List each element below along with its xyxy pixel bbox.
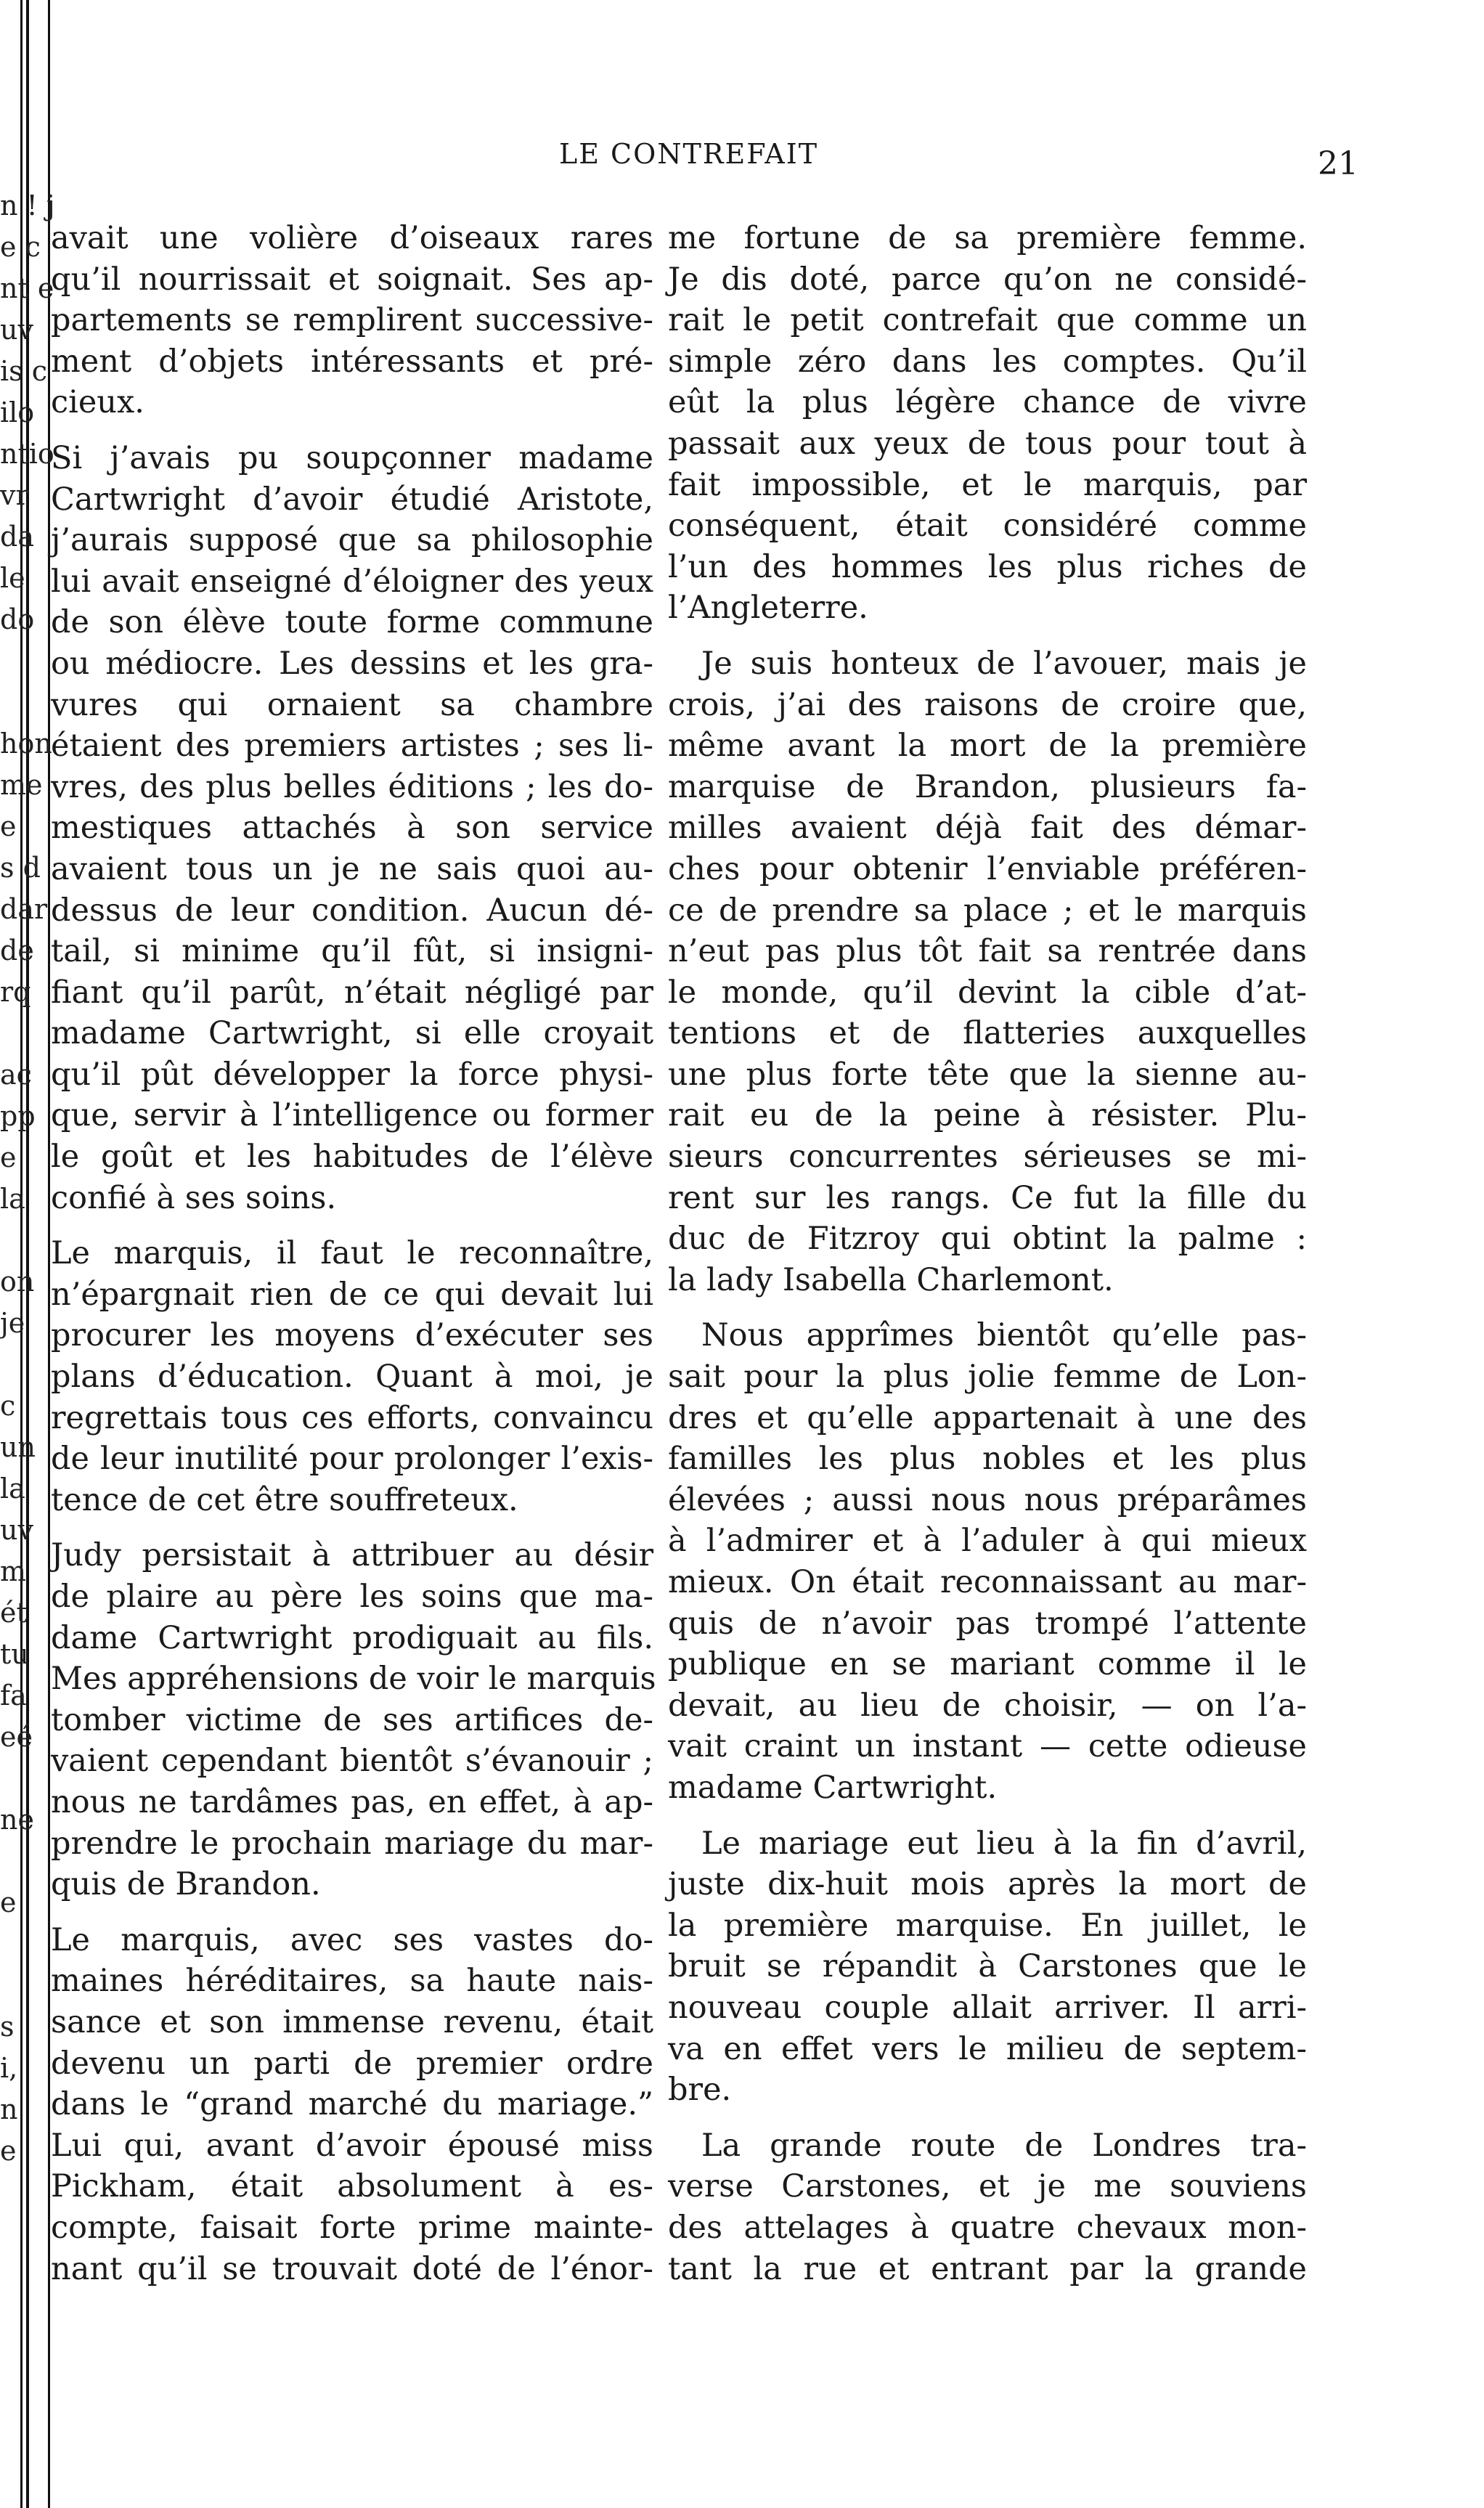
text-line: dame Cartwright prodiguait au fils. [51,1619,653,1656]
margin-fragment [0,1758,58,1799]
paragraph-gap [51,1905,653,1920]
text-line: le goût et les habitudes de l’élève [51,1139,653,1176]
right-column [668,218,1307,2289]
text-line: confié à ses soins. [51,1179,337,1216]
text-line: vres, des plus belles éditions ; les do- [51,768,653,805]
text-line: passait aux yeux de tous pour tout à [668,425,1307,462]
text-line: Cartwright d’avoir étudié Aristote, [51,481,653,518]
text-line: vures qui ornaient sa chambre [51,686,653,723]
facing-page-fragments [0,185,58,2172]
running-title: LE CONTREFAIT [559,138,819,170]
paragraph-gap [668,629,1307,643]
paragraph-gap [668,1809,1307,1823]
margin-fragment [0,640,58,682]
text-line: devenu un parti de premier ordre [51,2045,653,2082]
paragraph-gap [51,1218,653,1233]
margin-fragment: e [0,1886,17,1918]
text-line: Lui qui, avant d’avoir épousé miss [51,2127,653,2164]
text-line: familles les plus nobles et les plus [668,1441,1307,1478]
margin-fragment: fa [0,1680,27,1711]
margin-fragment: un [0,1431,36,1463]
text-line: tomber victime de ses artifices de- [51,1701,653,1738]
text-line: sieurs concurrentes sérieuses se mi- [668,1139,1307,1176]
text-line: rent sur les rangs. Ce fut la fille du [668,1179,1307,1216]
text-line: nous ne tardâmes pas, en effet, à ap- [51,1783,653,1820]
margin-fragment: pp [0,1100,36,1132]
text-line: ches pour obtenir l’enviable préféren- [668,850,1307,887]
margin-fragment: e [0,810,17,842]
text-line: la lady Isabella Charlemont. [668,1261,1114,1298]
text-line: simple zéro dans les comptes. Qu’il [668,343,1307,380]
margin-fragment: n ! j [0,190,55,221]
margin-fragment [0,1220,58,1261]
text-line: élevées ; aussi nous nous préparâmes [668,1481,1307,1518]
text-line: compte, faisait forte prime mainte- [51,2209,653,2246]
text-line: j’aurais supposé que sa philosophie [51,522,653,559]
margin-fragment: da [0,521,34,553]
text-line: juste dix-huit mois après la mort de [668,1866,1307,1903]
margin-fragment: uv [0,314,33,346]
margin-fragment: vr [0,479,29,511]
margin-fragment: i, [0,2052,18,2084]
text-line: fait impossible, et le marquis, par [668,466,1307,503]
margin-fragment: nt e [0,272,54,304]
text-line: une plus forte tête que la sienne au- [668,1056,1307,1093]
text-line: bruit se répandit à Carstones que le [668,1948,1307,1985]
text-line: de plaire au père les soins que ma- [51,1579,653,1615]
text-line: bre. [668,2072,732,2109]
text-line: quis de Brandon. [51,1866,321,1903]
paragraph-gap [668,1300,1307,1315]
text-line: Si j’avais pu soupçonner madame [51,439,653,476]
text-line: Le marquis, il faut le reconnaître, [51,1235,653,1272]
margin-fragment: eé [0,1721,33,1753]
paragraph-gap [51,423,653,438]
text-line: madame Cartwright, si elle croyait [51,1015,653,1052]
text-line: regrettais tous ces efforts, convaincu [51,1399,653,1436]
text-line: lui avait enseigné d’éloigner des yeux [51,563,653,600]
text-line: Nous apprîmes bientôt qu’elle pas- [701,1317,1307,1354]
text-line: Mes appréhensions de voir le marquis [51,1661,656,1698]
margin-fragment: is c [0,355,48,387]
text-line: fiant qu’il parût, n’était négligé par [51,974,653,1011]
margin-fragment: e [0,2135,17,2167]
paragraph-gap [51,1520,653,1535]
text-line: qu’il nourrissait et soignait. Ses ap- [51,261,653,298]
text-line: dres et qu’elle appartenait à une des [668,1399,1307,1436]
text-line: n’eut pas plus tôt fait sa rentrée dans [668,933,1307,970]
margin-fragment: ntio [0,438,54,470]
margin-fragment: ne [0,1804,34,1836]
margin-fragment [0,1841,58,1882]
text-line: Pickham, était absolument à es- [51,2168,653,2205]
text-line: rait eu de la peine à résister. Plu- [668,1097,1307,1134]
text-line: milles avaient déjà fait des démar- [668,810,1307,847]
page-header [0,138,1484,182]
text-line: tail, si minime qu’il fût, si insigni- [51,933,653,970]
page-number: 21 [1318,145,1358,182]
text-line: dans le “grand marché du mariage.” [51,2086,653,2123]
text-line: même avant la mort de la première [668,728,1307,765]
text-line: procurer les moyens d’exécuter ses [51,1317,653,1354]
text-line: eût la plus légère chance de vivre [668,384,1307,421]
text-line: dessus de leur condition. Aucun dé- [51,892,653,929]
text-line: Judy persistait à attribuer au désir [51,1537,653,1574]
left-column [51,218,656,2289]
text-line: partements se remplirent successive- [51,302,653,339]
text-line: la première marquise. En juillet, le [668,1907,1307,1944]
margin-fragment: le [0,562,25,594]
text-line: marquise de Brandon, plusieurs fa- [668,768,1307,805]
text-line: sait pour la plus jolie femme de Lon- [668,1359,1307,1396]
text-line: le monde, qu’il devint la cible d’at- [668,974,1307,1011]
text-line: mestiques attachés à son service [51,810,653,847]
margin-fragment: je [0,1307,25,1339]
text-line: duc de Fitzroy qui obtint la palme : [668,1221,1307,1258]
margin-fragment: n [0,2093,18,2125]
margin-fragment: la [0,1183,25,1215]
text-line: vait craint un instant — cette odieuse [668,1728,1307,1765]
text-line: devait, au lieu de choisir, — on l’a- [668,1687,1307,1724]
text-line: que, servir à l’intelligence ou former [51,1097,653,1134]
text-line: de leur inutilité pour prolonger l’exis- [51,1441,653,1478]
text-line: verse Carstones, et je me souviens [668,2168,1307,2205]
text-line: tence de cet être souffreteux. [51,1481,518,1518]
paragraph-gap [668,2111,1307,2125]
text-line: qu’il pût développer la force physi- [51,1056,653,1093]
margin-fragment: dar [0,893,48,925]
text-line: étaient des premiers artistes ; ses li- [51,728,653,765]
text-line: prendre le prochain mariage du mar- [51,1825,653,1862]
text-line: n’épargnait rien de ce qui devait lui [51,1276,653,1313]
margin-fragment: la [0,1473,25,1505]
margin-fragment [0,1923,58,1965]
margin-fragment: s d [0,852,41,884]
text-line: vaient cependant bientôt s’évanouir ; [51,1743,653,1780]
margin-fragment: do [0,603,35,635]
text-line: l’Angleterre. [668,590,868,627]
margin-fragment: on [0,1266,35,1298]
text-line: plans d’éducation. Quant à moi, je [51,1359,653,1396]
margin-fragment [0,1013,58,1054]
margin-fragment: me [0,769,43,801]
text-line: à l’admirer et à l’aduler à qui mieux [668,1523,1307,1560]
text-line: quis de n’avoir pas trompé l’attente [668,1605,1307,1642]
text-line: des attelages à quatre chevaux mon- [668,2209,1307,2246]
margin-fragment: uv [0,1514,33,1546]
text-line: crois, j’ai des raisons de croire que, [668,686,1307,723]
text-line: ce de prendre sa place ; et le marquis [668,892,1307,929]
text-line: va en effet vers le milieu de septem- [668,2030,1307,2067]
text-line: me fortune de sa première femme. [668,220,1307,256]
text-line: conséquent, était considéré comme [668,508,1307,545]
margin-fragment: tu [0,1638,29,1670]
margin-fragment: s [0,2011,15,2043]
text-line: Je suis honteux de l’avouer, mais je [701,645,1307,682]
text-line: avait une volière d’oiseaux rares [51,220,653,256]
text-line: l’un des hommes les plus riches de [668,548,1307,585]
text-line: Je dis doté, parce qu’on ne considé- [668,261,1307,298]
margin-fragment: de [0,935,34,966]
text-line: publique en se mariant comme il le [668,1646,1307,1683]
text-line: ment d’objets intéressants et pré- [51,343,653,380]
text-line: nouveau couple allait arriver. Il arri- [668,1989,1307,2026]
text-line: tant la rue et entrant par la grande [668,2250,1307,2287]
text-line: Le marquis, avec ses vastes do- [51,1921,653,1958]
margin-fragment [0,1344,58,1385]
margin-fragment [0,1965,58,2006]
margin-fragment: ac [0,1059,32,1091]
text-line: sance et son immense revenu, était [51,2003,653,2040]
margin-fragment: ilo [0,396,35,428]
text-line: tentions et de flatteries auxquelles [668,1015,1307,1052]
text-line: Le mariage eut lieu à la fin d’avril, [701,1825,1307,1862]
margin-fragment: ét [0,1597,28,1629]
text-line: mieux. On était reconnaissant au mar- [668,1564,1307,1600]
text-line: La grande route de Londres tra- [701,2127,1307,2164]
margin-fragment: c [0,1390,16,1422]
text-line: de son élève toute forme commune [51,604,653,641]
text-line: madame Cartwright. [668,1769,998,1806]
text-line: rait le petit contrefait que comme un [668,302,1307,339]
margin-fragment: e [0,1141,17,1173]
text-line: avaient tous un je ne sais quoi au- [51,850,653,887]
margin-fragment [0,682,58,723]
margin-fragment: e c [0,231,41,263]
margin-fragment: m [0,1555,27,1587]
text-line: nant qu’il se trouvait doté de l’énor- [51,2250,653,2287]
margin-fragment: hon [0,728,52,760]
text-line: cieux. [51,384,144,421]
text-line: ou médiocre. Les dessins et les gra- [51,645,653,682]
margin-fragment: rq [0,976,31,1008]
text-line: maines héréditaires, sa haute nais- [51,1963,653,2000]
